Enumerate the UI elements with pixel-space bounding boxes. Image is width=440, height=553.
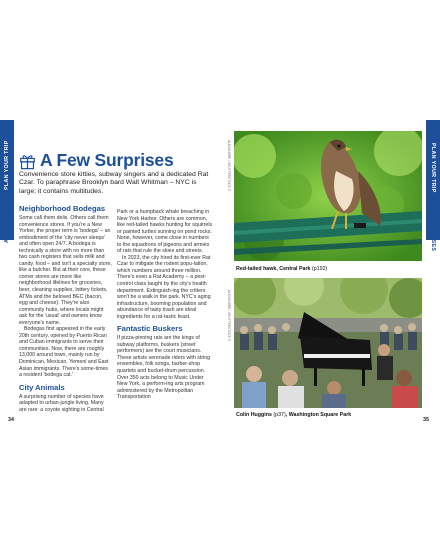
intro-text: Convenience store kitties, subway singers and a dedicated Rat Czar. To paraphrase Brooklyn bard Walt Whitman – NYC is large; it contains multitudes. (19, 171, 209, 195)
left-tab-inner-label: PLAN YOUR TRIP (4, 140, 10, 190)
buskers-paragraph-1: If pizza-pinning rats are the kings of subway platforms, buskers (street performers) are the court musicians. These artists serenade riders with string ensembles, folk songs, barber-shop quartets and bucket-drum percussion. Over 350 acts belong to Music Under New York, a perform-ing arts program administered by the Metropolitan Transportation (117, 335, 211, 401)
hawk-caption-text: Red-tailed hawk, Central Park (236, 266, 311, 272)
heading-bodegas: Neighborhood Bodegas (19, 204, 106, 213)
bodegas-paragraph-1: Some call them delis. Others call them convenience stores. If you're a New Yorker, the proper term is 'bodega' – an embodiment of the 'city never sleeps' and often open 24/7. A bodega is technically a store with no more than two cash registers that sells milk and candy. food – and isn't a specialty store, like a butcher. But at their core, these corner stores are more like neighborhood lifelines for groceries, beer, cleaning supplies, lottery tickets, ATMs and the beloved BEC (bacon, egg and cheese). They're also community hubs, where locals might ask for the 'usual' and owners know everyone's name. (19, 215, 112, 326)
heading-fantastic-buskers: Fantastic Buskers (117, 324, 183, 334)
right-tab-outer-label: A FEW SURPRISES (430, 197, 436, 252)
park-caption-location: , Washington Square Park (285, 412, 352, 418)
park-piano-photo (234, 278, 422, 408)
page-number-left: 34 (8, 417, 14, 423)
hawk-caption-ref: (p192) (311, 266, 328, 272)
right-tab-inner-label: PLAN YOUR TRIP (430, 143, 436, 193)
park-photo-credit: ALEXANDRE / SHUTTERSTOCK © (227, 290, 231, 342)
gift-icon (19, 152, 36, 170)
park-caption-ref: (p37) (273, 412, 286, 418)
hawk-photo (234, 131, 422, 261)
animals-paragraph-2: Park or a humpback whale breaching in New York Harbor. Others are common, like red-tailed hawks hunting for squirrels or painted turtles sunning on pond rocks. None, however, come close in numbers to the squadrons of pigeons and armies of rats that rule the skies and streets. (117, 209, 213, 255)
page-title: A Few Surprises (40, 150, 174, 170)
park-caption (236, 412, 351, 418)
page-number-right: 35 (423, 417, 429, 423)
text-column-right (117, 209, 214, 401)
title-row (19, 150, 173, 171)
text-column-left (19, 204, 112, 413)
animals-paragraph-3: In 2023, the city hired its first-ever Rat Czar to mitigate the rodent popu-lation, which numbers around three million. There's even a Rat Academy – a pest-control class taught by the city's health department. Extinguish-ing the critters won't be a walk in the park. NYC's aging infrastructure, booming population and abundance of tasty trash are ideal ingredients for a rat-tastic feast. (117, 254, 211, 320)
hawk-caption (236, 266, 327, 272)
animals-paragraph-1: A surprising number of species have adapted to urban-jungle living. Many are rare: a coyote sighting in Central (19, 393, 104, 413)
bodegas-paragraph-2: Bodegas first appeared in the early 20th century, opened by Puerto Rican and Cuban immigrants to serve their communities. Now, there are roughly 13,000 around town, mainly run by Dominican, Mexican, Yemeni and East Asian immigrants. There's some-times a resident 'bodega cat.' (19, 326, 109, 379)
heading-city-animals: City Animals (19, 382, 65, 392)
left-tab-outer-label: A FEW SURPRISES (4, 188, 10, 243)
park-caption-name: Colin Huggins (236, 412, 272, 418)
hawk-photo-credit: ALEXANDRE / SHUTTERSTOCK © (227, 140, 231, 192)
